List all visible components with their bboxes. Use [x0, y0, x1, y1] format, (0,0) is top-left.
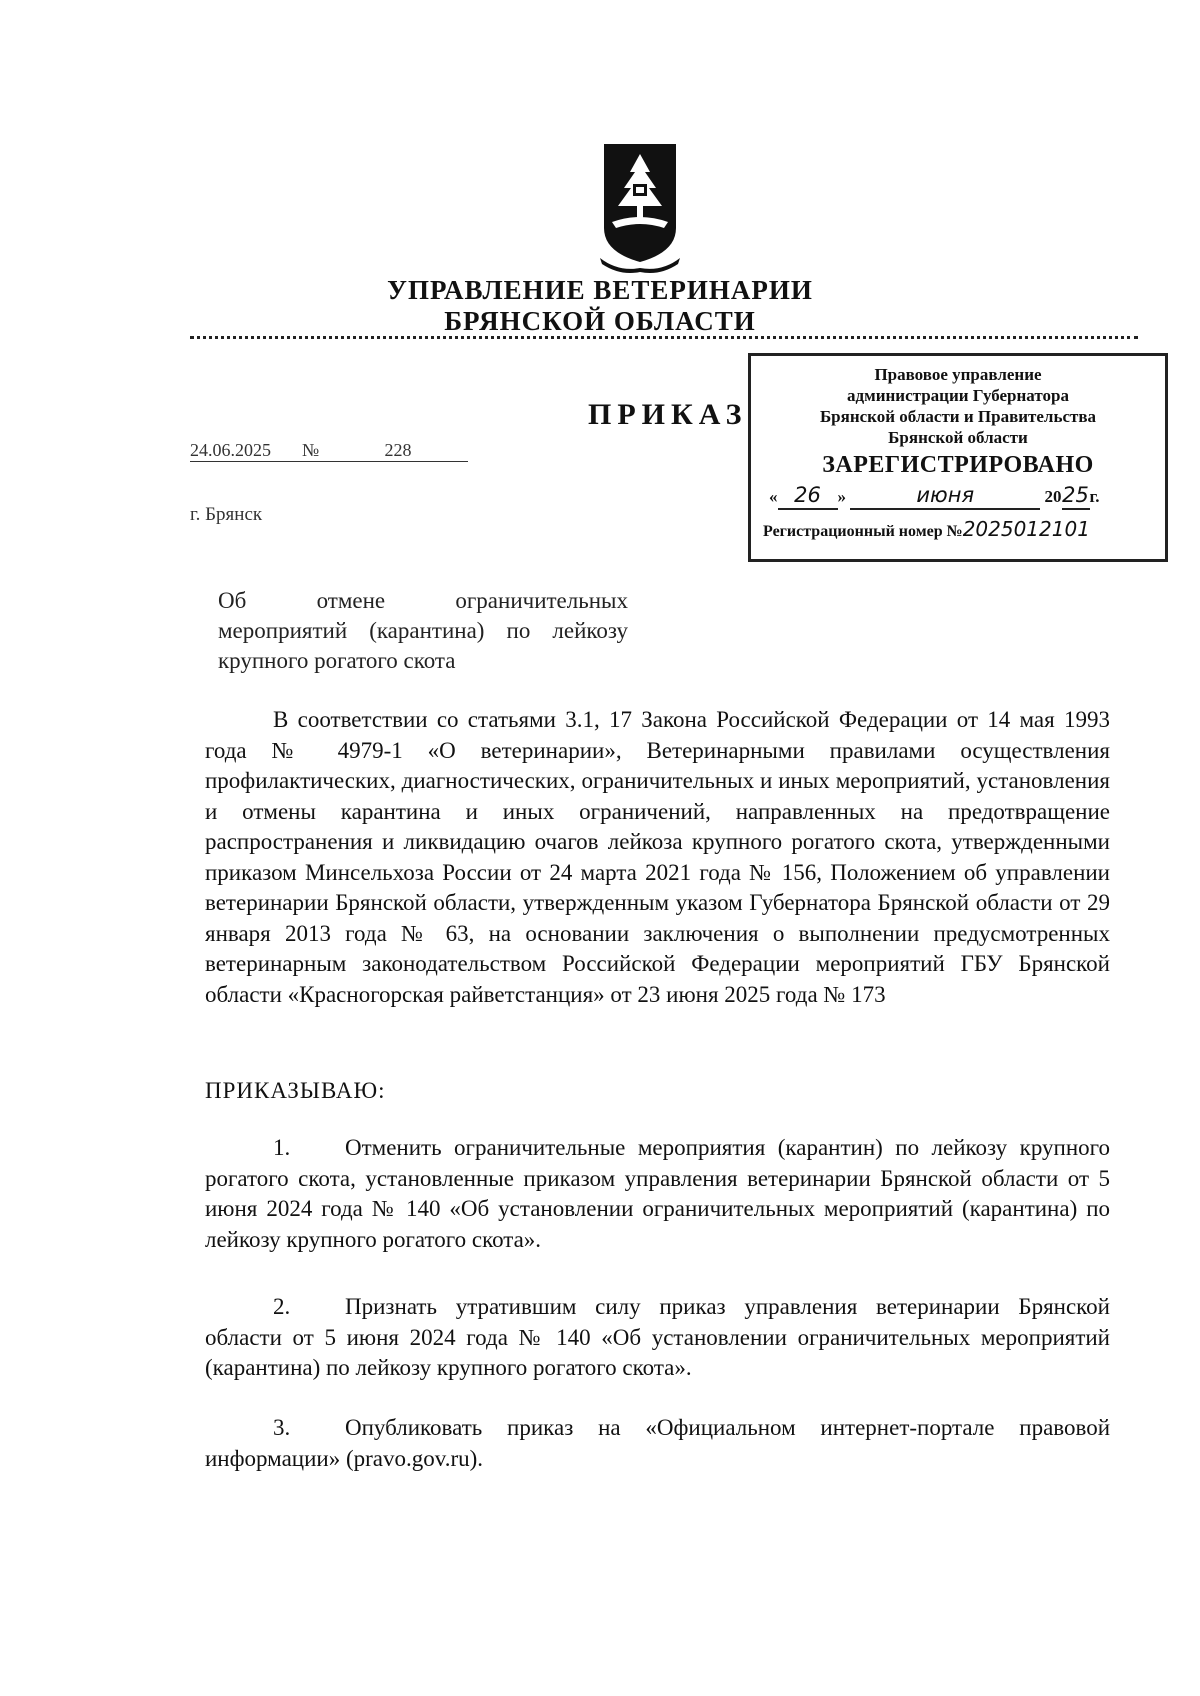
order-item-text: Признать утратившим силу приказ управления ветеринарии Брянской области от 5 июня 2024 года № 140 «Об установлении ограничительных мероприятий (карантина) по лейкозу крупного рогатого скота». — [205, 1294, 1110, 1380]
legal-basis-paragraph — [205, 705, 1110, 1010]
stamp-year-suffix: 25 — [1062, 482, 1090, 510]
document-date-number — [190, 440, 468, 462]
stamp-date: « 26 » июня 2025г. — [751, 482, 1165, 510]
order-item-text: Отменить ограничительные мероприятия (карантин) по лейкозу крупного рогатого скота, установленные приказом управления ветеринарии Брянской области от 5 июня 2024 года № 140 «Об установлении ограничительных мероприятий (карантина) по лейкозу крупного рогатого скота». — [205, 1135, 1110, 1252]
registration-stamp — [748, 353, 1168, 562]
document-city: г. Брянск — [190, 504, 263, 525]
order-item — [205, 1133, 1110, 1255]
legal-basis-text: В соответствии со статьями 3.1, 17 Закона Российской Федерации от 14 мая 1993 года № 4979-1 «О ветеринарии», Ветеринарными правилами осуществления профилактических, диагностических, ограничительных и иных мероприятий, установления и отмены карантина и иных ограничений, направленных на предотвращение распространения и ликвидацию очагов лейкоза крупного рогатого скота, утвержденными приказом Минсельхоза России от 24 марта 2021 года № 156, Положением об управлении ветеринарии Брянской области, утвержденным указом Губернатора Брянской области от 29 января 2013 года № 63, на основании заключения о выполнении предусмотренных ветеринарным законодательством Российской Федерации мероприятий ГБУ Брянской области «Красногорская райветстанция» от 23 июня 2025 года № 173 — [205, 707, 1110, 1007]
order-item-text: Опубликовать приказ на «Официальном интернет-портале правовой информации» (pravo.gov.ru). — [205, 1415, 1110, 1471]
header-divider — [190, 336, 1138, 339]
organization-name-line2: БРЯНСКОЙ ОБЛАСТИ — [444, 306, 756, 336]
stamp-regnum-label: Регистрационный номер № — [763, 523, 963, 540]
stamp-registration-number — [751, 516, 1165, 545]
order-item — [205, 1292, 1110, 1384]
stamp-authority-line2: администрации Губернатора — [847, 386, 1069, 405]
stamp-authority-line1: Правовое управление — [874, 365, 1042, 384]
order-word: ПРИКАЗЫВАЮ: — [205, 1078, 386, 1103]
order-item-number: 1. — [273, 1135, 291, 1160]
document-number: 228 — [328, 440, 468, 462]
stamp-authority-line4: Брянской области — [888, 428, 1028, 447]
stamp-year-unit: г. — [1089, 487, 1100, 506]
stamp-authority-line3: Брянской области и Правительства — [819, 407, 1097, 426]
document-title: ПРИКАЗ — [588, 398, 748, 431]
document-subject: Об отмене ограничительных мероприятий (карантина) по лейкозу крупного рогатого скота — [218, 588, 628, 673]
coat-of-arms-emblem — [598, 140, 682, 274]
stamp-year-prefix: 20 — [1044, 487, 1062, 506]
document-number-label: № — [302, 440, 328, 462]
order-item — [205, 1413, 1110, 1474]
stamp-month: июня — [850, 482, 1040, 510]
stamp-day: 26 — [778, 482, 838, 510]
document-date: 24.06.2025 — [190, 440, 302, 462]
organization-name-line1: УПРАВЛЕНИЕ ВЕТЕРИНАРИИ — [387, 275, 813, 305]
order-item-number: 2. — [273, 1294, 291, 1319]
stamp-regnum-value: 2025012101 — [962, 517, 1090, 541]
order-item-number: 3. — [273, 1415, 291, 1440]
stamp-registered-label: ЗАРЕГИСТРИРОВАНО — [822, 452, 1094, 478]
